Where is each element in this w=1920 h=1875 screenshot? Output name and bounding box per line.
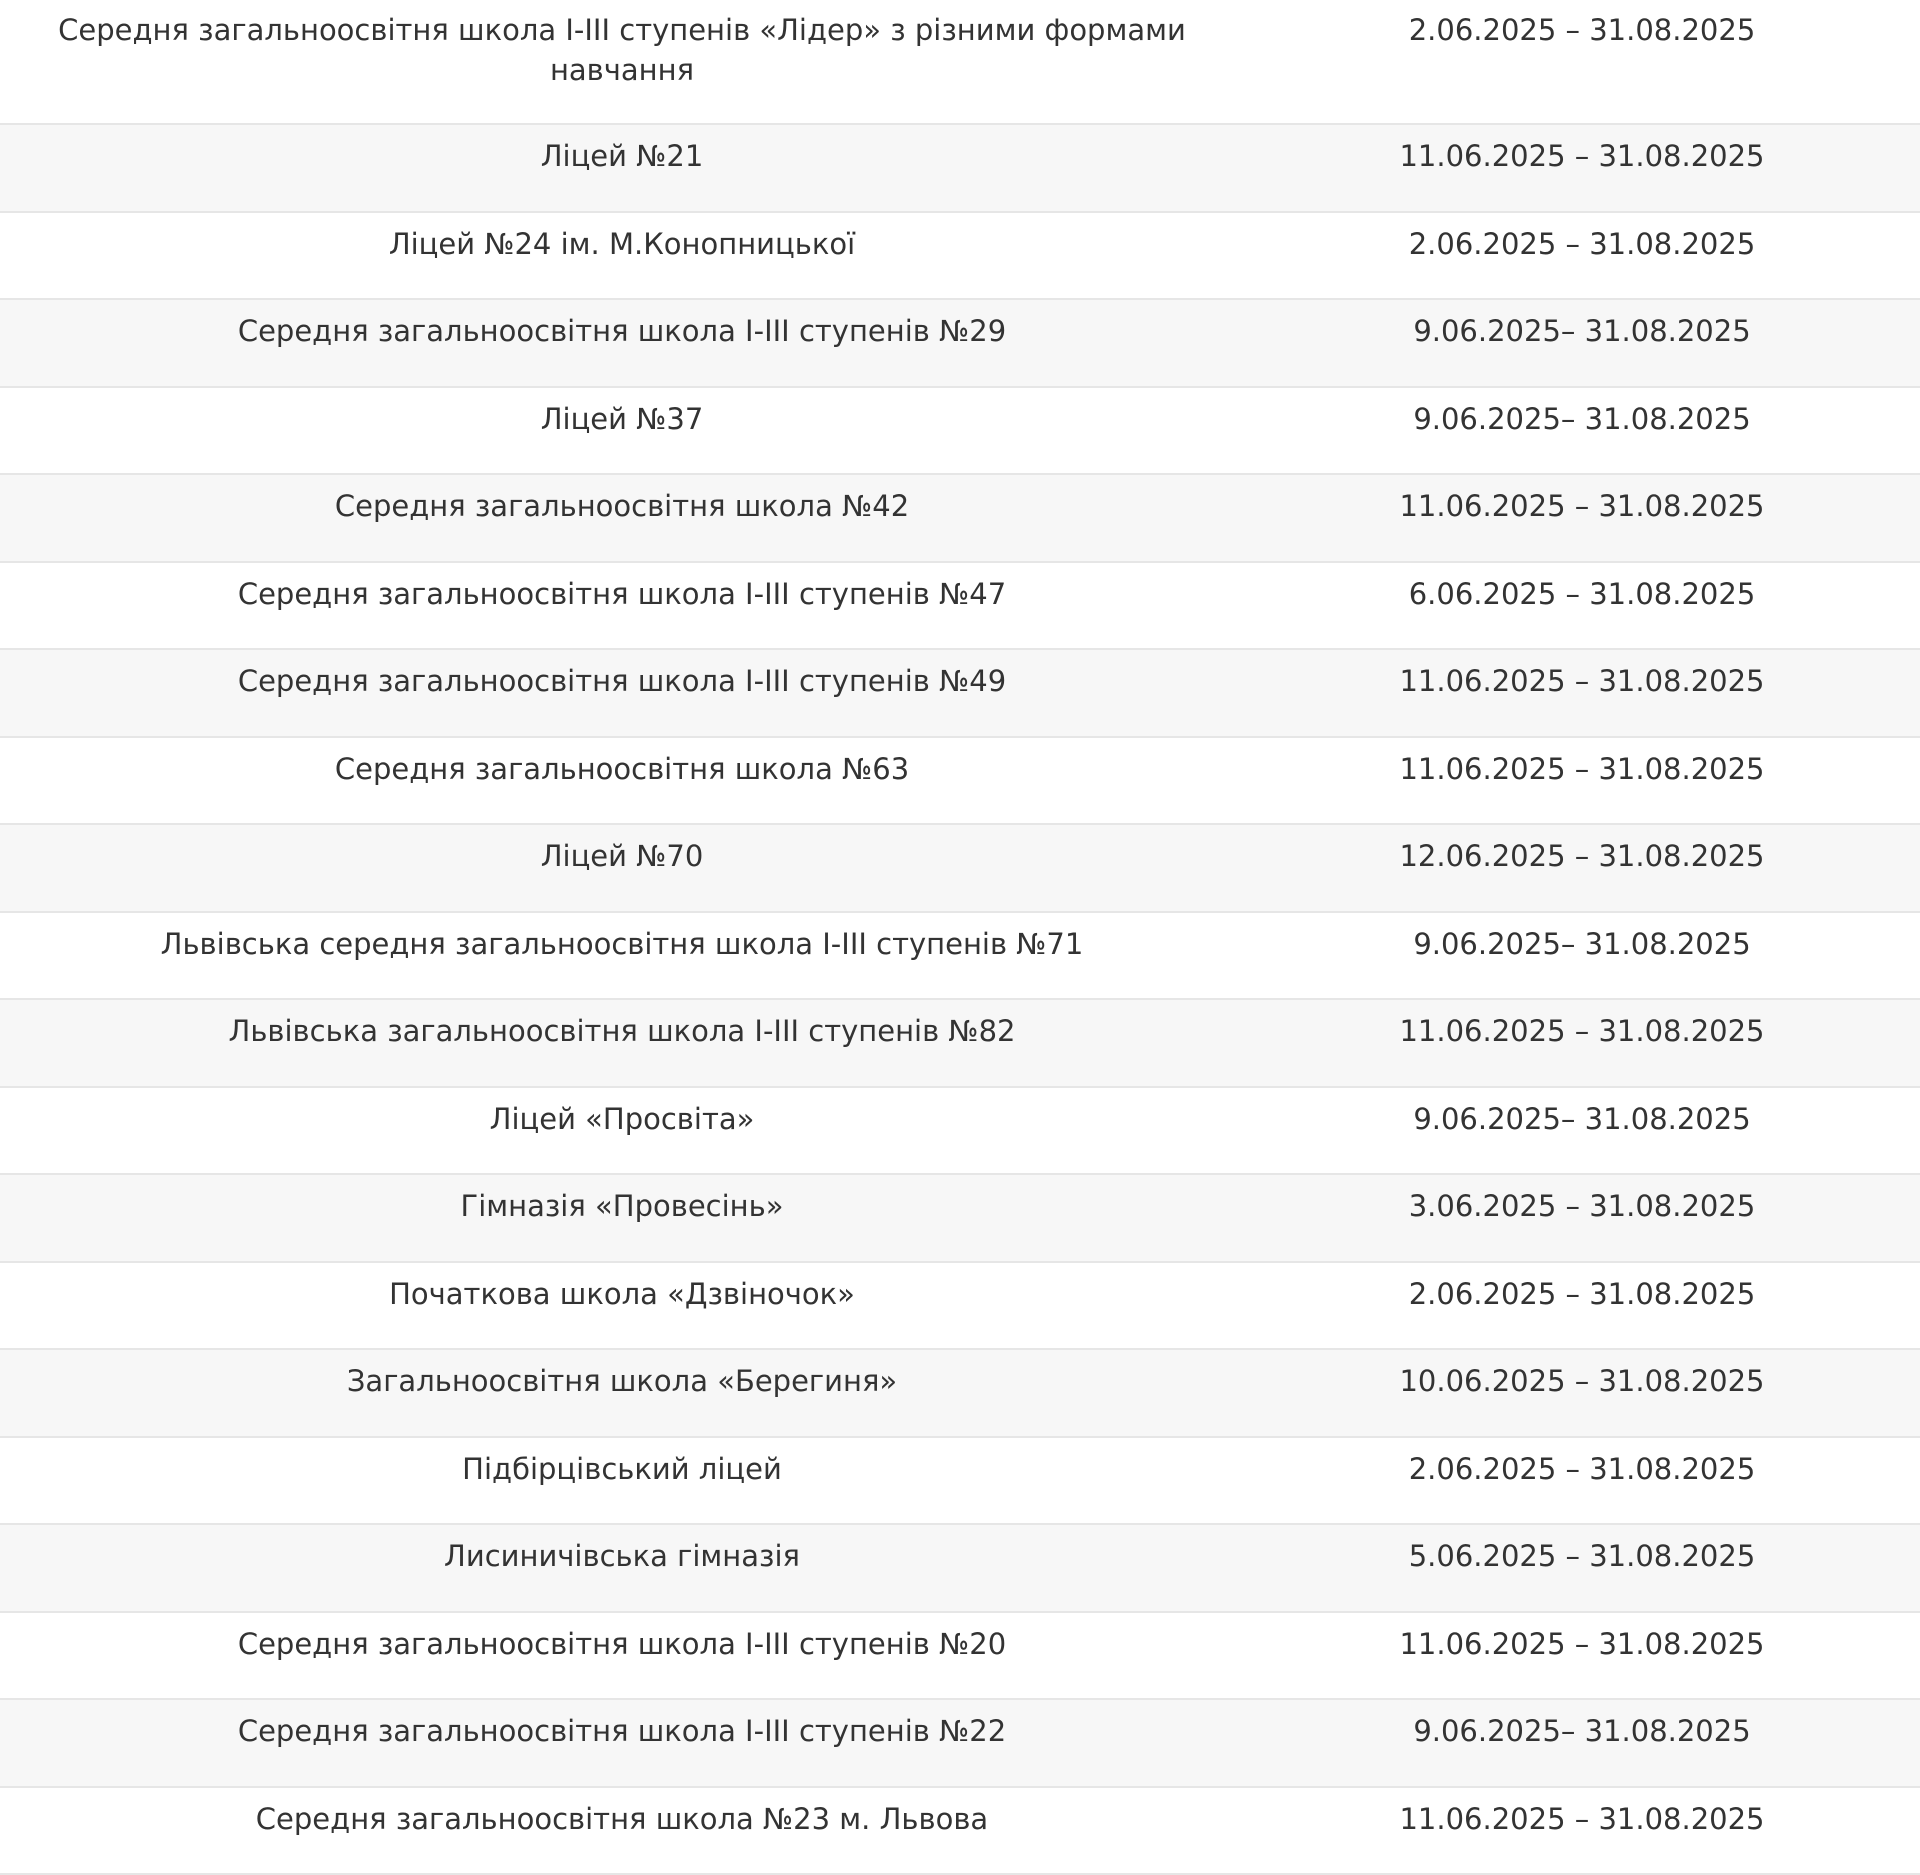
date-range: 9.06.2025– 31.08.2025 [1244,387,1920,475]
table-row [0,1174,1920,1262]
date-range: 9.06.2025– 31.08.2025 [1244,1699,1920,1787]
school-name: Ліцей №24 ім. М.Конопницької [0,212,1244,300]
school-name: Середня загальноосвітня школа №63 [0,737,1244,825]
school-name: Середня загальноосвітня школа №42 [0,474,1244,562]
date-range: 11.06.2025 – 31.08.2025 [1244,124,1920,212]
school-name: Середня загальноосвітня школа №23 м. Львова [0,1787,1244,1875]
table-row [0,124,1920,212]
date-range: 11.06.2025 – 31.08.2025 [1244,1612,1920,1700]
table-row [0,1699,1920,1787]
school-name: Гімназія «Провесінь» [0,1174,1244,1262]
table-row [0,912,1920,1000]
school-name: Початкова школа «Дзвіночок» [0,1262,1244,1350]
table-row [0,0,1920,124]
school-name: Лисиничівська гімназія [0,1524,1244,1612]
date-range: 9.06.2025– 31.08.2025 [1244,1087,1920,1175]
school-name: Середня загальноосвітня школа І-ІІІ ступенів №22 [0,1699,1244,1787]
table-row [0,1087,1920,1175]
school-name: Середня загальноосвітня школа І-ІІІ ступенів «Лідер» з різними формами навчання [0,0,1244,124]
school-name: Середня загальноосвітня школа І-ІІІ ступенів №20 [0,1612,1244,1700]
school-name: Ліцей №21 [0,124,1244,212]
table-row [0,212,1920,300]
date-range: 3.06.2025 – 31.08.2025 [1244,1174,1920,1262]
table-row [0,824,1920,912]
school-name: Загальноосвітня школа «Берегиня» [0,1349,1244,1437]
date-range: 2.06.2025 – 31.08.2025 [1244,1437,1920,1525]
school-name: Ліцей «Просвіта» [0,1087,1244,1175]
date-range: 5.06.2025 – 31.08.2025 [1244,1524,1920,1612]
date-range: 11.06.2025 – 31.08.2025 [1244,999,1920,1087]
school-name: Середня загальноосвітня школа І-ІІІ ступенів №49 [0,649,1244,737]
table-row [0,562,1920,650]
date-range: 11.06.2025 – 31.08.2025 [1244,1787,1920,1875]
school-name: Ліцей №37 [0,387,1244,475]
table-row [0,1349,1920,1437]
table-row [0,1524,1920,1612]
table-row [0,474,1920,562]
date-range: 2.06.2025 – 31.08.2025 [1244,212,1920,300]
date-range: 11.06.2025 – 31.08.2025 [1244,737,1920,825]
date-range: 6.06.2025 – 31.08.2025 [1244,562,1920,650]
date-range: 2.06.2025 – 31.08.2025 [1244,0,1920,124]
table-row [0,299,1920,387]
date-range: 2.06.2025 – 31.08.2025 [1244,1262,1920,1350]
table-row [0,1437,1920,1525]
table-row [0,1262,1920,1350]
date-range: 10.06.2025 – 31.08.2025 [1244,1349,1920,1437]
date-range: 12.06.2025 – 31.08.2025 [1244,824,1920,912]
date-range: 9.06.2025– 31.08.2025 [1244,912,1920,1000]
school-name: Львівська загальноосвітня школа І-ІІІ ступенів №82 [0,999,1244,1087]
table-row [0,387,1920,475]
school-name: Середня загальноосвітня школа І-ІІІ ступенів №47 [0,562,1244,650]
table-row [0,999,1920,1087]
table-row [0,737,1920,825]
school-name: Львівська середня загальноосвітня школа І-ІІІ ступенів №71 [0,912,1244,1000]
date-range: 9.06.2025– 31.08.2025 [1244,299,1920,387]
table-row [0,649,1920,737]
table-row [0,1787,1920,1875]
table-row [0,1612,1920,1700]
school-name: Ліцей №70 [0,824,1244,912]
date-range: 11.06.2025 – 31.08.2025 [1244,474,1920,562]
date-range: 11.06.2025 – 31.08.2025 [1244,649,1920,737]
school-name: Середня загальноосвітня школа І-ІІІ ступенів №29 [0,299,1244,387]
school-name: Підбірцівський ліцей [0,1437,1244,1525]
